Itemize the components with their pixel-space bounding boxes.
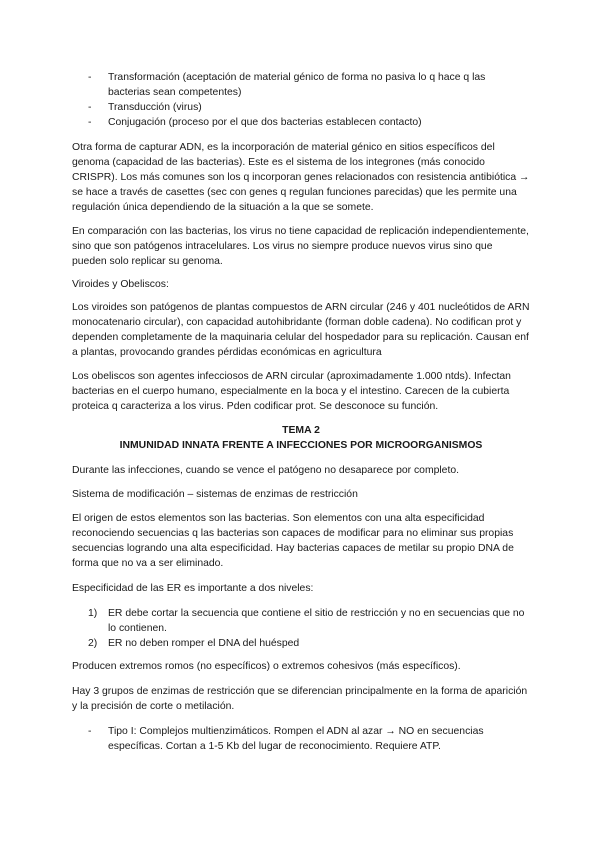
tema-title: TEMA 2: [282, 425, 320, 436]
list-bullet: -: [88, 726, 92, 737]
list-item: [88, 724, 530, 754]
list-item-text: Transformación (aceptación de material génico de forma no pasiva lo q hace q las bacterias sean competentes): [108, 72, 486, 98]
subheading-viroides: Viroides y Obeliscos:: [72, 279, 169, 290]
paragraph-obeliscos: Los obeliscos son agentes infecciosos de ARN circular (aproximadamente 1.000 ntds). Infectan bacterias en el cuerpo humano, especialmente en la boca y el intestino. Carecen de la cubierta proteica q caracteriza a los virus. Pden codificar prot. Se desconoce su función.: [72, 371, 511, 412]
niveles-list: [88, 606, 530, 651]
list-bullet: -: [88, 72, 92, 83]
list-item-text: Tipo I: Complejos multienzimáticos. Rompen el ADN al azar → NO en secuencias específicas. Cortan a 1-5 Kb del lugar de reconocimiento. Requiere ATP.: [108, 726, 484, 752]
list-item-text: ER debe cortar la secuencia que contiene el sitio de restricción y no en secuencias que no lo contienen.: [108, 608, 525, 634]
paragraph-virus: En comparación con las bacterias, los virus no tiene capacidad de replicación independientemente, sino que son patógenos intracelulares. Los virus no siempre produce nuevos virus sino que pueden solo replicar su genoma.: [72, 226, 529, 267]
list-item-text: Conjugación (proceso por el que dos bacterias establecen contacto): [108, 117, 422, 128]
paragraph-grupos: Hay 3 grupos de enzimas de restricción que se diferencian principalmente en la forma de aparición y la precisión de corte o metilación.: [72, 686, 528, 712]
list-number: 2): [88, 638, 98, 649]
paragraph-extremos: Producen extremos romos (no específicos) o extremos cohesivos (más específicos).: [72, 661, 461, 672]
list-item: [88, 606, 530, 636]
list-bullet: -: [88, 102, 92, 113]
paragraph-especificidad: Especificidad de las ER es importante a dos niveles:: [72, 583, 314, 594]
tema-subtitle: INMUNIDAD INNATA FRENTE A INFECCIONES POR MICROORGANISMOS: [119, 440, 483, 451]
gene-transfer-list: [88, 70, 530, 130]
list-item: [88, 115, 530, 130]
list-item: [88, 100, 530, 115]
paragraph-integrones: Otra forma de capturar ADN, es la incorporación de material génico en sitios específicos del genoma (capacidad de las bacterias). Este es el sistema de los integrones (más conocido CRISPR). Los más comunes son los q incorporan genes relacionados con resistencia antibiótica → se hace a través de casettes (sec con genes q regulan funciones parecidas) que les permite una regulación única dependiendo de la situación a la que se somete.: [72, 142, 530, 213]
list-number: 1): [88, 608, 98, 619]
paragraph-sistema: Sistema de modificación – sistemas de enzimas de restricción: [72, 489, 358, 500]
paragraph-origen: El origen de estos elementos son las bacterias. Son elementos con una alta especificidad reconociendo secuencias q las bacterias son capaces de modificar para no eliminar sus propias secuencias logrando una alta especificidad. Hay bacterias capaces de metilar su propio DNA de forma que no va a ser eliminado.: [72, 513, 514, 569]
tipos-list: [88, 724, 530, 754]
list-item: [88, 70, 530, 100]
list-item-text: ER no deben romper el DNA del huésped: [108, 638, 300, 649]
paragraph-infecciones: Durante las infecciones, cuando se vence el patógeno no desaparece por completo.: [72, 465, 460, 476]
list-item-text: Transducción (virus): [108, 102, 202, 113]
paragraph-viroides: Los viroides son patógenos de plantas compuestos de ARN circular (246 y 401 nucleótidos de ARN monocatenario circular), con capacidad autohibridante (forman doble cadena). No codifican prot y dependen completamente de la maquinaria celular del hospedador para su replicación. Causan enf a plantas, provocando grandes pérdidas económicas en agricultura: [72, 302, 530, 358]
list-bullet: -: [88, 117, 92, 128]
list-item: [88, 636, 530, 651]
